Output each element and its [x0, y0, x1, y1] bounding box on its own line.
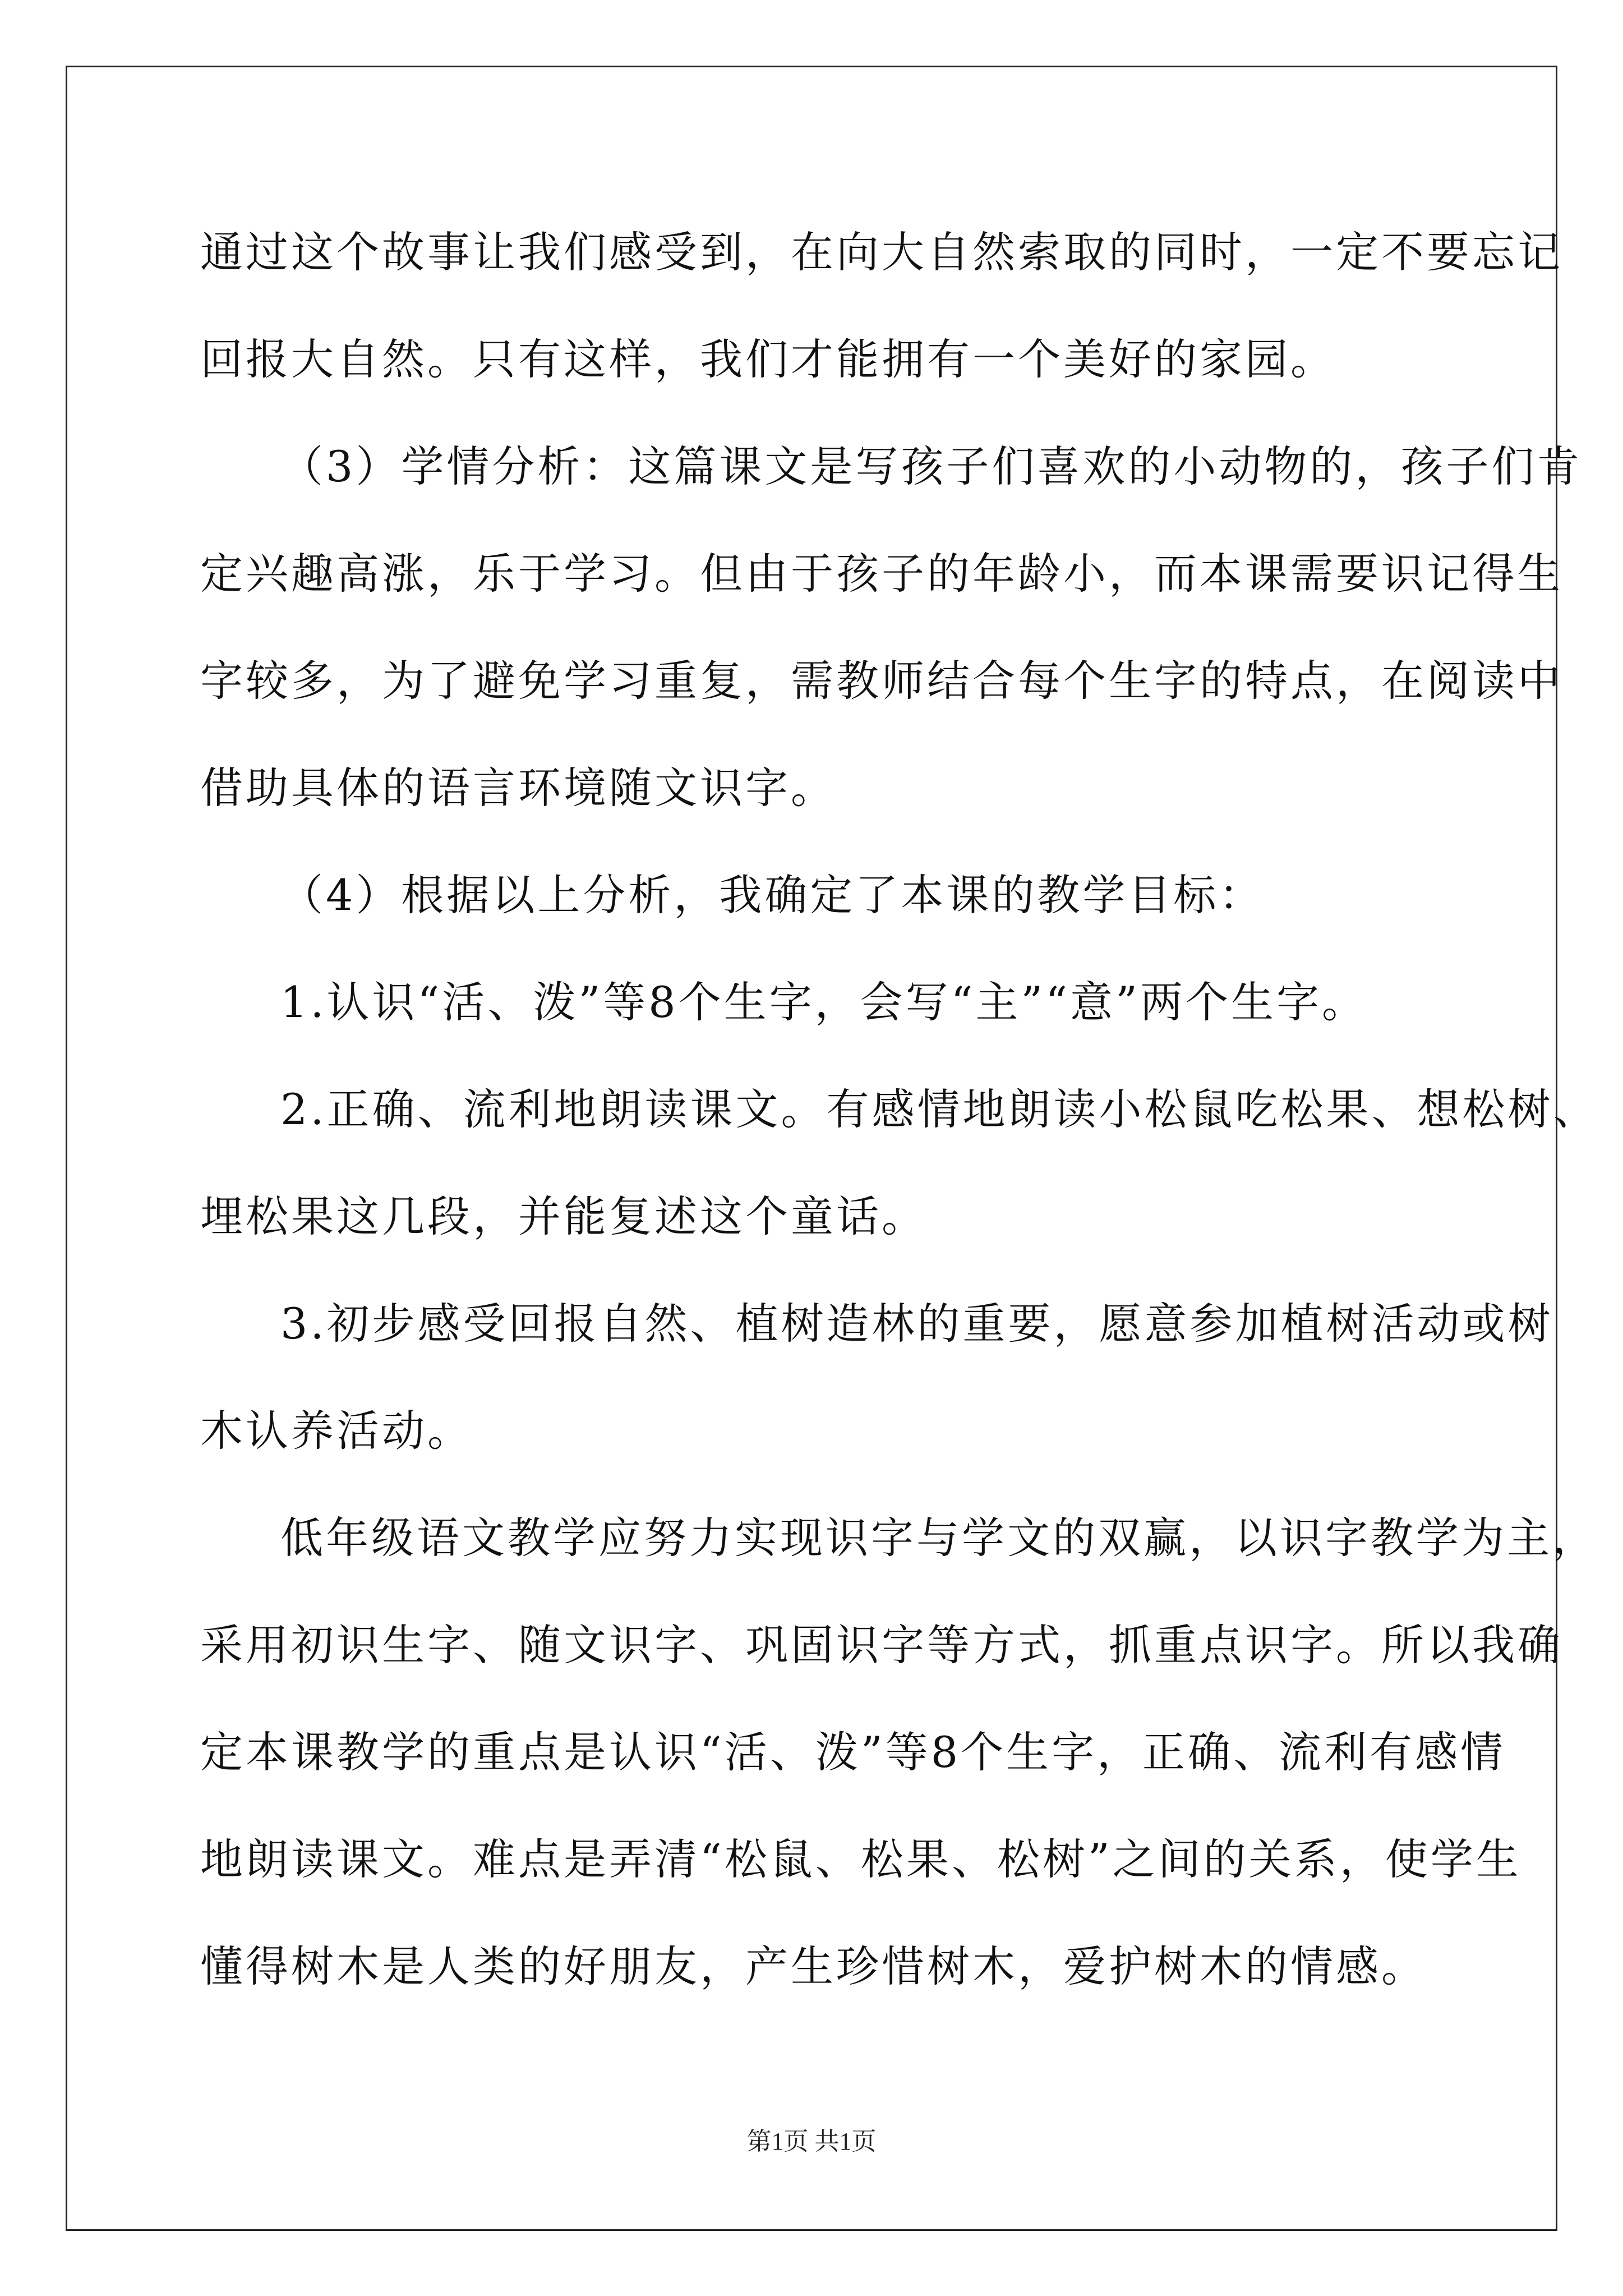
text-line: 地朗读课文。难点是弄清“松鼠、松果、松树”之间的关系，使学生: [200, 1834, 1521, 1884]
text-line: 字较多，为了避免学习重复，需教师结合每个生字的特点，在阅读中: [200, 656, 1563, 706]
text-line: 采用初识生字、随文识字、巩固识字等方式，抓重点识字。所以我确: [200, 1620, 1563, 1670]
text-line: 回报大自然。只有这样，我们才能拥有一个美好的家园。: [200, 334, 1336, 384]
text-line: 木认养活动。: [200, 1406, 473, 1456]
text-line: 定兴趣高涨，乐于学习。但由于孩子的年龄小，而本课需要识记得生: [200, 549, 1563, 599]
text-line: 3.初步感受回报自然、植树造林的重要，愿意参加植树活动或树: [280, 1299, 1553, 1349]
text-line: （4）根据以上分析，我确定了本课的教学目标：: [280, 870, 1265, 920]
text-line: （3）学情分析：这篇课文是写孩子们喜欢的小动物的，孩子们肯: [280, 441, 1583, 491]
text-line: 通过这个故事让我们感受到，在向大自然索取的同时，一定不要忘记: [200, 227, 1563, 277]
text-line: 定本课教学的重点是认识“活、泼”等8个生字，正确、流利有感情: [200, 1727, 1506, 1777]
text-line: 懂得树木是人类的好朋友，产生珍惜树木，爱护树木的情感。: [200, 1941, 1427, 1991]
text-line: 1.认识“活、泼”等8个生字，会写“主”“意”两个生字。: [280, 977, 1367, 1027]
page-footer: 第1页 共1页: [746, 2128, 877, 2155]
text-line: 2.正确、流利地朗读课文。有感情地朗读小松鼠吃松果、想松树、: [280, 1084, 1599, 1134]
page-border: [66, 66, 1557, 2231]
text-line: 埋松果这几段，并能复述这个童话。: [200, 1191, 927, 1241]
text-line: 借助具体的语言环境随文识字。: [200, 763, 836, 813]
text-line: 低年级语文教学应努力实现识字与学文的双赢，以识字教学为主，: [280, 1513, 1598, 1563]
